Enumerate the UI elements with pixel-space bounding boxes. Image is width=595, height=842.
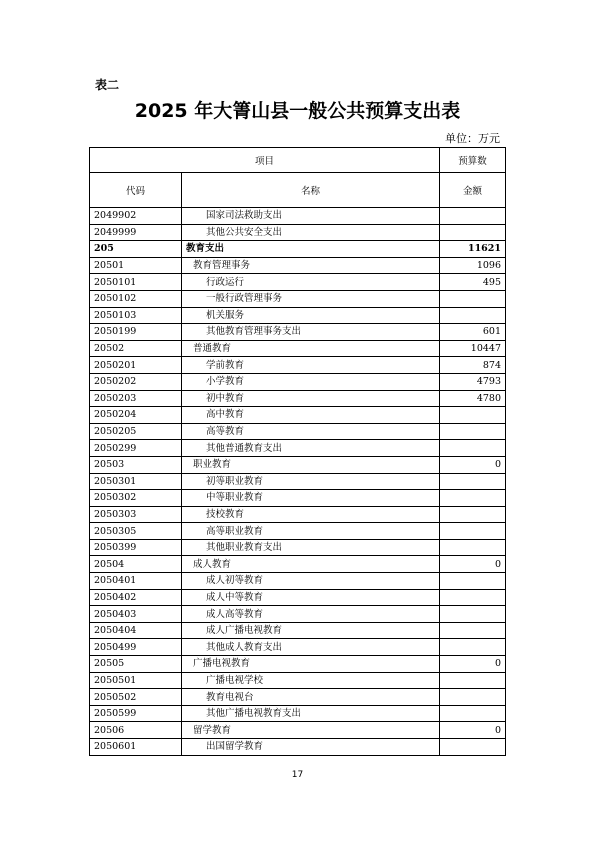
row-name: 其他职业教育支出 — [182, 539, 440, 556]
row-code: 20504 — [90, 556, 182, 573]
row-amount — [440, 506, 506, 523]
row-amount: 0 — [440, 556, 506, 573]
table-row — [90, 340, 506, 357]
table-row — [90, 490, 506, 507]
row-amount: 0 — [440, 456, 506, 473]
row-code: 20502 — [90, 340, 182, 357]
header-name: 名称 — [182, 173, 440, 208]
row-name: 成人初等教育 — [182, 573, 440, 590]
row-amount — [440, 672, 506, 689]
table-row — [90, 390, 506, 407]
table-row — [90, 589, 506, 606]
row-amount: 11621 — [440, 241, 506, 258]
row-code: 2050301 — [90, 473, 182, 490]
row-code: 2050199 — [90, 324, 182, 341]
row-amount: 874 — [440, 357, 506, 374]
row-code: 2050404 — [90, 622, 182, 639]
row-amount — [440, 589, 506, 606]
row-name: 其他教育管理事务支出 — [182, 324, 440, 341]
row-name: 其他成人教育支出 — [182, 639, 440, 656]
table-row — [90, 257, 506, 274]
row-code: 2050502 — [90, 689, 182, 706]
row-name: 学前教育 — [182, 357, 440, 374]
table-row — [90, 473, 506, 490]
table-row — [90, 739, 506, 756]
row-name: 教育电视台 — [182, 689, 440, 706]
row-code: 2050101 — [90, 274, 182, 291]
row-amount — [440, 539, 506, 556]
table-row — [90, 606, 506, 623]
row-amount — [440, 423, 506, 440]
row-amount — [440, 290, 506, 307]
table-row — [90, 324, 506, 341]
table-row — [90, 407, 506, 424]
row-code: 2050299 — [90, 440, 182, 457]
table-row — [90, 705, 506, 722]
row-name: 职业教育 — [182, 456, 440, 473]
row-name: 技校教育 — [182, 506, 440, 523]
row-name: 教育管理事务 — [182, 257, 440, 274]
row-amount: 1096 — [440, 257, 506, 274]
row-code: 2050203 — [90, 390, 182, 407]
row-amount: 10447 — [440, 340, 506, 357]
row-name: 成人广播电视教育 — [182, 622, 440, 639]
row-amount: 0 — [440, 722, 506, 739]
row-amount: 4780 — [440, 390, 506, 407]
row-name: 高等职业教育 — [182, 523, 440, 540]
table-row — [90, 373, 506, 390]
row-code: 20506 — [90, 722, 182, 739]
table-row — [90, 208, 506, 225]
table-row — [90, 656, 506, 673]
row-code: 2050201 — [90, 357, 182, 374]
row-amount — [440, 473, 506, 490]
table-label: 表二 — [95, 78, 120, 92]
row-code: 2050202 — [90, 373, 182, 390]
table-row — [90, 357, 506, 374]
row-name: 成人中等教育 — [182, 589, 440, 606]
header-amount: 金额 — [440, 173, 506, 208]
row-code: 2050303 — [90, 506, 182, 523]
row-amount — [440, 523, 506, 540]
budget-table — [89, 147, 506, 756]
row-amount — [440, 208, 506, 225]
row-code: 2049902 — [90, 208, 182, 225]
row-amount — [440, 689, 506, 706]
row-code: 2050601 — [90, 739, 182, 756]
page-title: 2025 年大箐山县一般公共预算支出表 — [134, 100, 461, 122]
table-row — [90, 622, 506, 639]
table-row — [90, 556, 506, 573]
row-name: 出国留学教育 — [182, 739, 440, 756]
row-amount — [440, 622, 506, 639]
row-code: 2050599 — [90, 705, 182, 722]
row-name: 广播电视学校 — [182, 672, 440, 689]
unit-label: 单位：万元 — [445, 132, 500, 145]
row-amount — [440, 440, 506, 457]
row-code: 2050205 — [90, 423, 182, 440]
table-row — [90, 274, 506, 291]
row-amount — [440, 407, 506, 424]
table-row — [90, 241, 506, 258]
row-name: 机关服务 — [182, 307, 440, 324]
row-code: 2050103 — [90, 307, 182, 324]
table-body — [90, 208, 506, 756]
row-code: 2050399 — [90, 539, 182, 556]
table-row — [90, 539, 506, 556]
row-amount: 495 — [440, 274, 506, 291]
row-code: 205 — [90, 241, 182, 258]
row-code: 2050403 — [90, 606, 182, 623]
row-code: 2050402 — [90, 589, 182, 606]
header-budget: 预算数 — [440, 148, 506, 173]
row-amount: 601 — [440, 324, 506, 341]
row-name: 其他广播电视教育支出 — [182, 705, 440, 722]
row-name: 初等职业教育 — [182, 473, 440, 490]
row-code: 2050204 — [90, 407, 182, 424]
table-row — [90, 722, 506, 739]
row-name: 成人教育 — [182, 556, 440, 573]
row-amount — [440, 606, 506, 623]
table-row — [90, 672, 506, 689]
row-name: 教育支出 — [182, 241, 440, 258]
row-amount — [440, 573, 506, 590]
row-amount — [440, 224, 506, 241]
table-row — [90, 224, 506, 241]
row-name: 广播电视教育 — [182, 656, 440, 673]
row-name: 普通教育 — [182, 340, 440, 357]
row-name: 高等教育 — [182, 423, 440, 440]
row-name: 行政运行 — [182, 274, 440, 291]
row-amount: 4793 — [440, 373, 506, 390]
page-number: 17 — [291, 770, 304, 780]
header-code: 代码 — [90, 173, 182, 208]
row-code: 20501 — [90, 257, 182, 274]
row-name: 初中教育 — [182, 390, 440, 407]
table-row — [90, 290, 506, 307]
row-code: 2050102 — [90, 290, 182, 307]
row-code: 2049999 — [90, 224, 182, 241]
row-code: 2050401 — [90, 573, 182, 590]
table-row — [90, 573, 506, 590]
header-project: 项目 — [90, 148, 440, 173]
row-name: 中等职业教育 — [182, 490, 440, 507]
row-name: 其他普通教育支出 — [182, 440, 440, 457]
row-name: 小学教育 — [182, 373, 440, 390]
row-amount — [440, 307, 506, 324]
row-name: 一般行政管理事务 — [182, 290, 440, 307]
row-name: 留学教育 — [182, 722, 440, 739]
row-code: 2050499 — [90, 639, 182, 656]
row-amount — [440, 739, 506, 756]
row-name: 国家司法救助支出 — [182, 208, 440, 225]
row-amount — [440, 705, 506, 722]
table-row — [90, 307, 506, 324]
table-row — [90, 523, 506, 540]
table-header — [90, 148, 506, 208]
table-row — [90, 506, 506, 523]
row-code: 2050501 — [90, 672, 182, 689]
table-row — [90, 423, 506, 440]
row-amount — [440, 639, 506, 656]
row-code: 2050305 — [90, 523, 182, 540]
row-code: 20505 — [90, 656, 182, 673]
table-row — [90, 639, 506, 656]
row-name: 其他公共安全支出 — [182, 224, 440, 241]
row-amount: 0 — [440, 656, 506, 673]
table-row — [90, 689, 506, 706]
row-code: 20503 — [90, 456, 182, 473]
header-row-2 — [90, 173, 506, 208]
row-name: 高中教育 — [182, 407, 440, 424]
table-row — [90, 456, 506, 473]
header-row-1 — [90, 148, 506, 173]
row-code: 2050302 — [90, 490, 182, 507]
row-name: 成人高等教育 — [182, 606, 440, 623]
table-row — [90, 440, 506, 457]
row-amount — [440, 490, 506, 507]
